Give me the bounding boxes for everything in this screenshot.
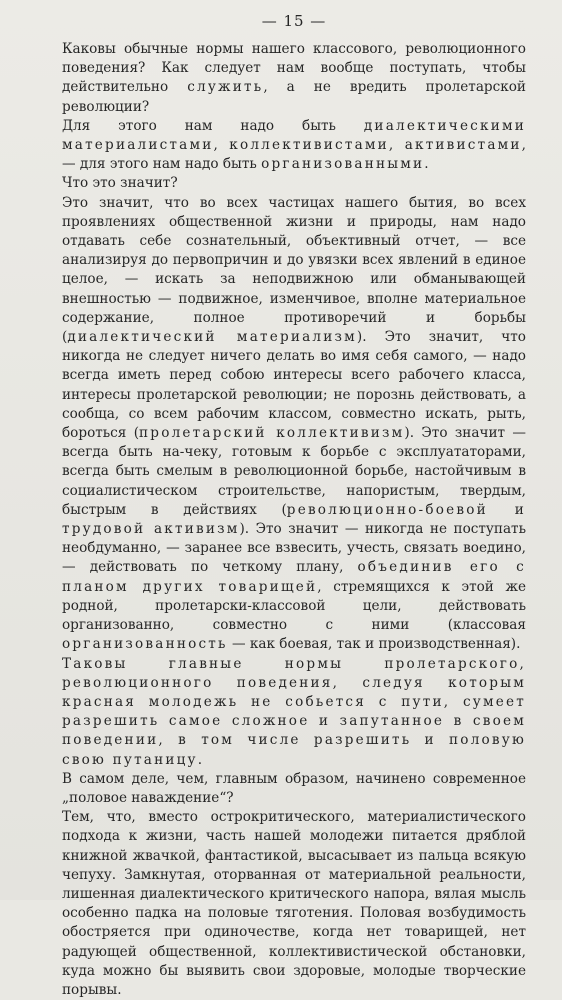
text-run: Что это значит? bbox=[62, 175, 178, 192]
emphasized-text: организованность bbox=[62, 636, 228, 653]
paragraph bbox=[62, 174, 526, 193]
text-run: ). Это значит — всегда быть на-чеку, готовым к борьбе с эксплуататорами, всегда быть смелым в революционной борьбе, настойчивым в социалистическом строительстве, напористым, твердым, быстрым в действиях ( bbox=[62, 425, 526, 518]
paragraph bbox=[62, 117, 526, 175]
emphasized-text: организованными bbox=[261, 156, 425, 173]
text-run: — как боевая, так и производственная). bbox=[227, 636, 521, 653]
paragraph bbox=[62, 770, 526, 808]
emphasized-text: диалектическими материалистами, коллективистами, активистами bbox=[62, 117, 526, 154]
text-run: ). Это значит, что никогда не следует ничего делать во имя себя самого, — надо всегда иметь перед собою интересы всего рабочего класса, интересы пролетарской революции; не порознь действовать, а сообща, со всем рабочим классом, совместно искать, рыть, бороться ( bbox=[62, 329, 526, 442]
page-number: — 15 — bbox=[261, 12, 327, 30]
text-run: ). Это значит — никогда не поступать необдуманно, — заранее все взвесить, учесть, связать воедино, — действовать по четкому плану, bbox=[62, 521, 526, 576]
paragraph bbox=[62, 40, 526, 117]
text-run: , стремящихся к этой же родной, пролетарски-классовой цели, действовать организованно, совместно с ними (классовая bbox=[62, 578, 526, 634]
paragraph bbox=[62, 194, 526, 655]
paragraph bbox=[62, 808, 526, 1000]
text-run: Каковы обычные нормы нашего классового, революционного поведения? Как следует нам вообще поступать, чтобы действительно bbox=[62, 41, 526, 96]
page-body bbox=[62, 40, 526, 1000]
emphasized-text: диалектический материализм bbox=[67, 329, 357, 346]
text-run: Тем, что, вместо острокритического, материалистического подхода к жизни, часть нашей молодежи питается дряблой книжной жвачкой, фантастикой, высасывает из пальца всякую чепуху. Замкнутая, оторванная от материальной реальности, лишенная диалектического критического напора, вялая мысль особенно падка на половые тяготения. Половая возбудимость обостряется при одиночестве, когда нет товарищей, нет радующей общественной, коллективистической обстановки, куда можно бы выявить свои здоровые, молодые творческие порывы. bbox=[62, 809, 526, 998]
emphasized-text: служить bbox=[187, 79, 264, 96]
text-run: В самом деле, чем, главным образом, начинено современное „половое наваждение“? bbox=[62, 770, 526, 806]
paragraph bbox=[62, 655, 526, 770]
text-run: . bbox=[424, 156, 429, 173]
emphasized-text: пролетарский коллективизм bbox=[139, 425, 405, 442]
text-run: Это значит, что во всех частицах нашего бытия, во всех проявлениях общественной жизни и природы, нам надо отдавать себе сознательный, объективный отчет, — все анализируя до первопричин и до увязки всех явлений в единое целое, — искать за неподвижною или обманывающей внешностью — подвижное, изменчивое, вполне материальное содержание, полное противоречий и борьбы ( bbox=[62, 194, 526, 346]
emphasized-text: объединив его с планом других товарищей bbox=[62, 559, 526, 595]
text-run: , — для этого нам надо быть bbox=[62, 137, 526, 173]
text-run: , а не вредить пролетарской революции? bbox=[62, 79, 526, 115]
emphasized-text: революционно-боевой и трудовой активизм bbox=[62, 501, 526, 538]
text-run: Для этого нам надо быть bbox=[62, 117, 364, 134]
emphasized-text: Таковы главные нормы пролетарского, революционного поведения, следуя которым красная молодежь не собьется с пути, сумеет разрешить самое сложное и запутанное в своем поведении, в том числе разрешить и половую свою путаницу. bbox=[62, 655, 526, 768]
